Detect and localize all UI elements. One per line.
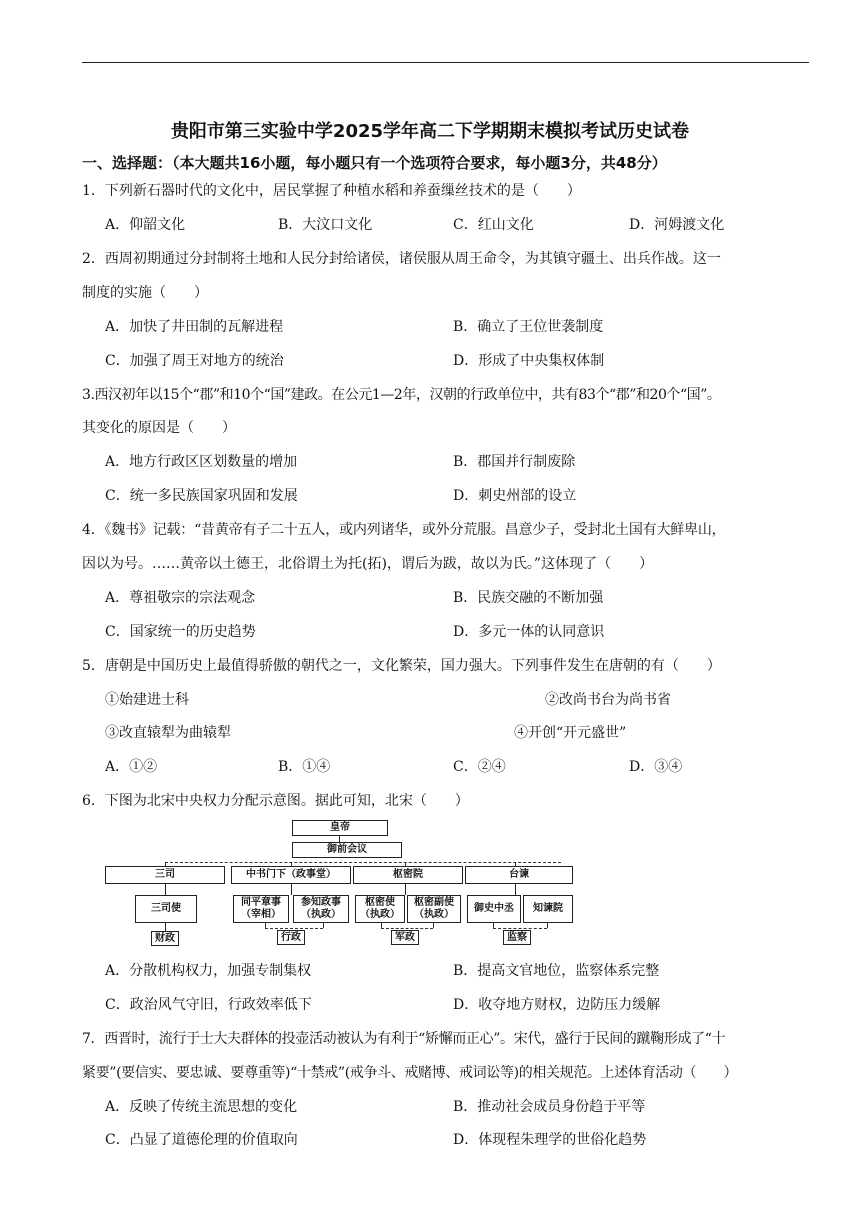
- section-heading: 一、选择题：（本大题共16小题，每小题只有一个选项符合要求，每小题3分，共48分）: [82, 154, 667, 172]
- q3-stem-line1: 3.西汉初年以15个“郡”和10个“国”建政。在公元1—2年，汉朝的行政单位中，共有83个“郡”和20个“国”。: [82, 387, 721, 403]
- diagram-emperor-box: 皇帝: [292, 820, 388, 836]
- diagram-label-supervision: 监察: [503, 930, 531, 945]
- q4-option-b: B．民族交融的不断加强: [453, 590, 604, 606]
- q3-option-c: C．统一多民族国家巩固和发展: [105, 488, 298, 504]
- diagram-connector: [165, 884, 166, 895]
- diagram-label-military: 军政: [391, 930, 419, 945]
- q5-item-4: ④开创“开元盛世”: [514, 725, 627, 741]
- diagram-connector: [515, 884, 516, 895]
- diagram-shumishi-box: 枢密使（执政）: [355, 895, 405, 923]
- q4-option-c: C．国家统一的历史趋势: [105, 624, 256, 640]
- q2-option-d: D．形成了中央集权体制: [453, 353, 605, 369]
- q1-option-c: C．红山文化: [453, 217, 534, 233]
- exam-title: 贵阳市第三实验中学2025学年高二下学期期末模拟考试历史试卷: [170, 121, 690, 142]
- q4-stem-line1: 4．《魏书》记载：“昔黄帝有子二十五人，或内列诸华，或外分荒服。昌意少子，受封北土国有大鲜卑山，: [82, 522, 726, 538]
- q5-option-a: A．①②: [105, 759, 158, 775]
- q2-option-b: B．确立了王位世袭制度: [453, 319, 604, 335]
- q5-stem: 5．唐朝是中国历史上最值得骄傲的朝代之一，文化繁荣，国力强大。下列事件发生在唐朝的有（ ）: [82, 658, 721, 674]
- diagram-dashed-link: [433, 923, 434, 928]
- diagram-dashed-link: [265, 928, 323, 929]
- q2-option-a: A．加快了井田制的瓦解进程: [105, 319, 284, 335]
- diagram-dashed-link: [547, 923, 548, 928]
- q6-option-d: D．收夺地方财权，边防压力缓解: [453, 997, 661, 1013]
- diagram-connector: [405, 884, 406, 895]
- diagram-label-finance: 财政: [151, 931, 179, 946]
- q4-stem-line2: 因以为号。……黄帝以土德王，北俗谓土为托(拓)，谓后为跋，故以为氏。”这体现了（ ）: [82, 556, 654, 572]
- diagram-council-box: 御前会议: [292, 842, 402, 858]
- q5-item-2: ②改尚书台为尚书省: [545, 692, 671, 708]
- q6-option-a: A．分散机构权力，加强专制集权: [105, 963, 312, 979]
- q1-stem: 1．下列新石器时代的文化中，居民掌握了种植水稻和养蚕缫丝技术的是（ ）: [82, 183, 581, 199]
- diagram-zhongshu-box: 中书门下（政事堂）: [231, 866, 351, 884]
- header-rule: [82, 62, 809, 63]
- q5-option-c: C．②④: [453, 759, 506, 775]
- q6-stem: 6．下图为北宋中央权力分配示意图。据此可知，北宋（ ）: [82, 793, 469, 809]
- q2-option-c: C．加强了周王对地方的统治: [105, 353, 284, 369]
- diagram-canzhi-box: 参知政事（执政）: [293, 895, 349, 923]
- song-power-diagram: [105, 818, 575, 948]
- q6-option-c: C．政治风气守旧，行政效率低下: [105, 997, 312, 1013]
- diagram-zaixiang-box: 同平章事（宰相）: [233, 895, 289, 923]
- diagram-shumifu-box: 枢密副使（执政）: [407, 895, 461, 923]
- q6-option-b: B．提高文官地位，监察体系完整: [453, 963, 660, 979]
- q7-stem-line1: 7．西晋时，流行于士大夫群体的投壶活动被认为有利于“矫懈而正心”。宋代，盛行于民间的蹴鞠形成了“十: [82, 1031, 726, 1047]
- q1-option-a: A．仰韶文化: [105, 217, 186, 233]
- diagram-connector: [291, 884, 292, 895]
- q4-option-d: D．多元一体的认同意识: [453, 624, 605, 640]
- q5-option-d: D．③④: [629, 759, 683, 775]
- diagram-dashed-link: [381, 928, 433, 929]
- diagram-dashed-link: [493, 928, 547, 929]
- diagram-label-admin: 行政: [277, 930, 305, 945]
- q4-option-a: A．尊祖敬宗的宗法观念: [105, 590, 256, 606]
- q2-stem-line2: 制度的实施（ ）: [82, 285, 208, 301]
- diagram-jianyuan-box: 知谏院: [523, 895, 573, 923]
- q7-stem-line2: 紧要”(要信实、要忠诚、要尊重等)“十禁戒”(戒争斗、戒赌博、戒词讼等)的相关规范。上述体育活动（ ）: [82, 1065, 738, 1081]
- diagram-shumi-box: 枢密院: [353, 866, 463, 884]
- q5-item-3: ③改直辕犁为曲辕犁: [105, 725, 231, 741]
- q7-option-c: C．凸显了道德伦理的价值取向: [105, 1132, 298, 1148]
- diagram-dashed-link: [381, 923, 382, 928]
- q3-option-a: A．地方行政区区划数量的增加: [105, 454, 298, 470]
- q3-stem-line2: 其变化的原因是（ ）: [82, 420, 236, 436]
- diagram-sansishi-box: 三司使: [135, 895, 197, 923]
- diagram-dashed-link: [165, 862, 561, 863]
- q1-option-b: B．大汶口文化: [278, 217, 373, 233]
- q2-stem-line1: 2．西周初期通过分封制将土地和人民分封给诸侯，诸侯服从周王命令，为其镇守疆土、出兵作战。这一: [82, 251, 721, 267]
- q5-item-1: ①始建进士科: [105, 692, 189, 708]
- q3-option-b: B．郡国并行制废除: [453, 454, 576, 470]
- q5-option-b: B．①④: [278, 759, 331, 775]
- diagram-sansi-box: 三司: [105, 866, 225, 884]
- q7-option-b: B．推动社会成员身份趋于平等: [453, 1099, 646, 1115]
- q7-option-a: A．反映了传统主流思想的变化: [105, 1099, 298, 1115]
- diagram-yushi-box: 御史中丞: [467, 895, 521, 923]
- diagram-taijian-box: 台谏: [465, 866, 573, 884]
- diagram-dashed-link: [323, 923, 324, 928]
- diagram-dashed-link: [493, 923, 494, 928]
- q3-option-d: D．刺史州部的设立: [453, 488, 577, 504]
- diagram-dashed-link: [265, 923, 266, 928]
- diagram-connector: [165, 923, 166, 931]
- q1-option-d: D．河姆渡文化: [629, 217, 725, 233]
- q7-option-d: D．体现程朱理学的世俗化趋势: [453, 1132, 647, 1148]
